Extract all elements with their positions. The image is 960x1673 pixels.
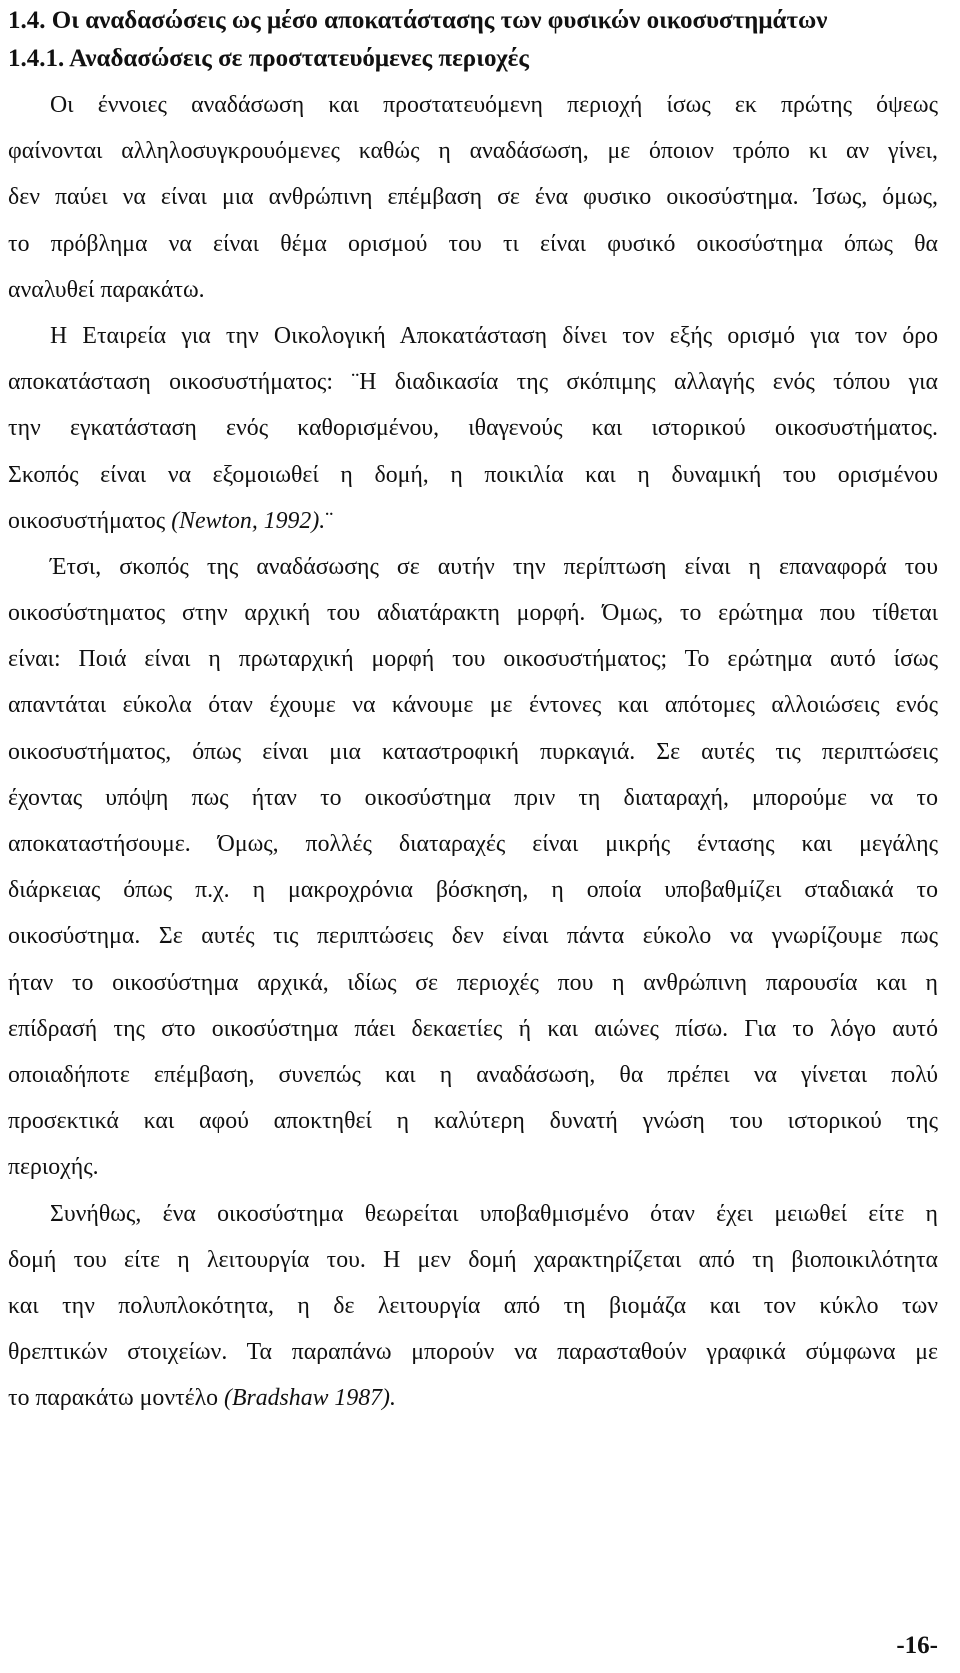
paragraph-line: ήταν το οικοσύστημα αρχικά, ιδίως σε περιοχές που η ανθρώπινη παρουσία και η [8,969,938,996]
page-number: -16- [896,1632,938,1659]
paragraph-line: Συνήθως, ένα οικοσύστημα θεωρείται υποβαθμισμένο όταν έχει μειωθεί είτε η [50,1200,938,1227]
paragraph-4 [8,1191,938,1422]
paragraph-line: αποκαταστήσουμε. Όμως, πολλές διαταραχές είναι μικρής έντασης και μεγάλης [8,831,938,857]
line-text: ¨ [325,507,334,534]
paragraph-line: Η Εταιρεία για την Οικολογική Αποκατάσταση δίνει τον εξής ορισμό για τον όρο [50,322,938,349]
paragraph-line: θρεπτικών στοιχείων. Τα παραπάνω μπορούν να παρασταθούν γραφικά σύμφωνα με [8,1339,938,1366]
paragraph-line [8,498,938,544]
section-heading: 1.4. Οι αναδασώσεις ως μέσο αποκατάστασης των φυσικών οικοσυστημάτων [8,7,828,34]
line-text: το παρακάτω μοντέλο [8,1385,225,1412]
paragraph-line: αναλυθεί παρακάτω. [8,276,205,303]
paragraph-line: δεν παύει να είναι μια ανθρώπινη επέμβαση σε ένα φυσικο οικοσύστημα. Ίσως, όμως, [8,184,938,211]
citation: (Bradshaw 1987). [224,1385,396,1412]
paragraph-line: διάρκειας όπως π.χ. η μακροχρόνια βόσκηση, η οποία υποβαθμίζει σταδιακά το [8,877,938,904]
paragraph-line: προσεκτικά και αφού αποκτηθεί η καλύτερη δυνατή γνώση του ιστορικού της [8,1108,938,1135]
paragraph-line: Σκοπός είναι να εξομοιωθεί η δομή, η ποικιλία και η δυναμική του ορισμένου [8,461,938,488]
paragraph-line: αποκατάσταση οικοσυστήματος: ¨Η διαδικασία της σκόπιμης αλλαγής ενός τόπου για [8,369,938,396]
paragraph-line: οικοσύστηματος στην αρχική του αδιατάρακτη μορφή. Όμως, το ερώτημα που τίθεται [8,600,938,627]
paragraph-line: απαντάται εύκολα όταν έχουμε να κάνουμε με έντονες και απότομες αλλοιώσεις ενός [8,692,938,719]
document-page [8,0,938,1421]
paragraph-3 [8,544,938,1191]
paragraph-line: επίδρασή της στο οικοσύστημα πάει δεκαετίες ή και αιώνες πίσω. Για το λόγο αυτό [8,1015,938,1042]
citation: (Newton, 1992). [171,507,326,534]
paragraph-line: οικοσυστήματος, όπως είναι μια καταστροφική πυρκαγιά. Σε αυτές τις περιπτώσεις [8,738,938,765]
paragraph-line: Έτσι, σκοπός της αναδάσωσης σε αυτήν την περίπτωση είναι η επαναφορά του [50,553,938,580]
paragraph-1 [8,82,938,313]
paragraph-line: φαίνονται αλληλοσυγκρουόμενες καθώς η αναδάσωση, με όποιον τρόπο κι αν γίνει, [8,138,938,165]
paragraph-line [8,1375,938,1421]
paragraph-line: οικοσύστημα. Σε αυτές τις περιπτώσεις δεν είναι πάντα εύκολο να γνωρίζουμε πως [8,923,938,950]
paragraph-line: το πρόβλημα να είναι θέμα ορισμού του τι είναι φυσικό οικοσύστημα όπως θα [8,230,938,257]
paragraph-line: είναι: Ποιά είναι η πρωταρχική μορφή του οικοσυστήματος; Το ερώτημα αυτό ίσως [8,646,938,673]
paragraph-line: έχοντας υπόψη πως ήταν το οικοσύστημα πριν τη διαταραχή, μπορούμε να το [8,784,938,811]
subsection-heading: 1.4.1. Αναδασώσεις σε προστατευόμενες περιοχές [8,45,529,72]
paragraph-line: περιοχής. [8,1154,99,1181]
paragraph-line: την εγκατάσταση ενός καθορισμένου, ιθαγενούς και ιστορικού οικοσυστήματος. [8,415,938,442]
paragraph-line: οποιαδήποτε επέμβαση, συνεπώς και η αναδάσωση, θα πρέπει να γίνεται πολύ [8,1061,938,1088]
paragraph-line: και την πολυπλοκότητα, η δε λειτουργία από τη βιομάζα και τον κύκλο των [8,1292,938,1319]
paragraph-line: δομή του είτε η λειτουργία του. Η μεν δομή χαρακτηρίζεται από τη βιοποικιλότητα [8,1246,938,1273]
paragraph-line: Οι έννοιες αναδάσωση και προστατευόμενη περιοχή ίσως εκ πρώτης όψεως [50,92,938,118]
paragraph-2 [8,313,938,544]
line-text: οικοσυστήματος [8,507,172,534]
